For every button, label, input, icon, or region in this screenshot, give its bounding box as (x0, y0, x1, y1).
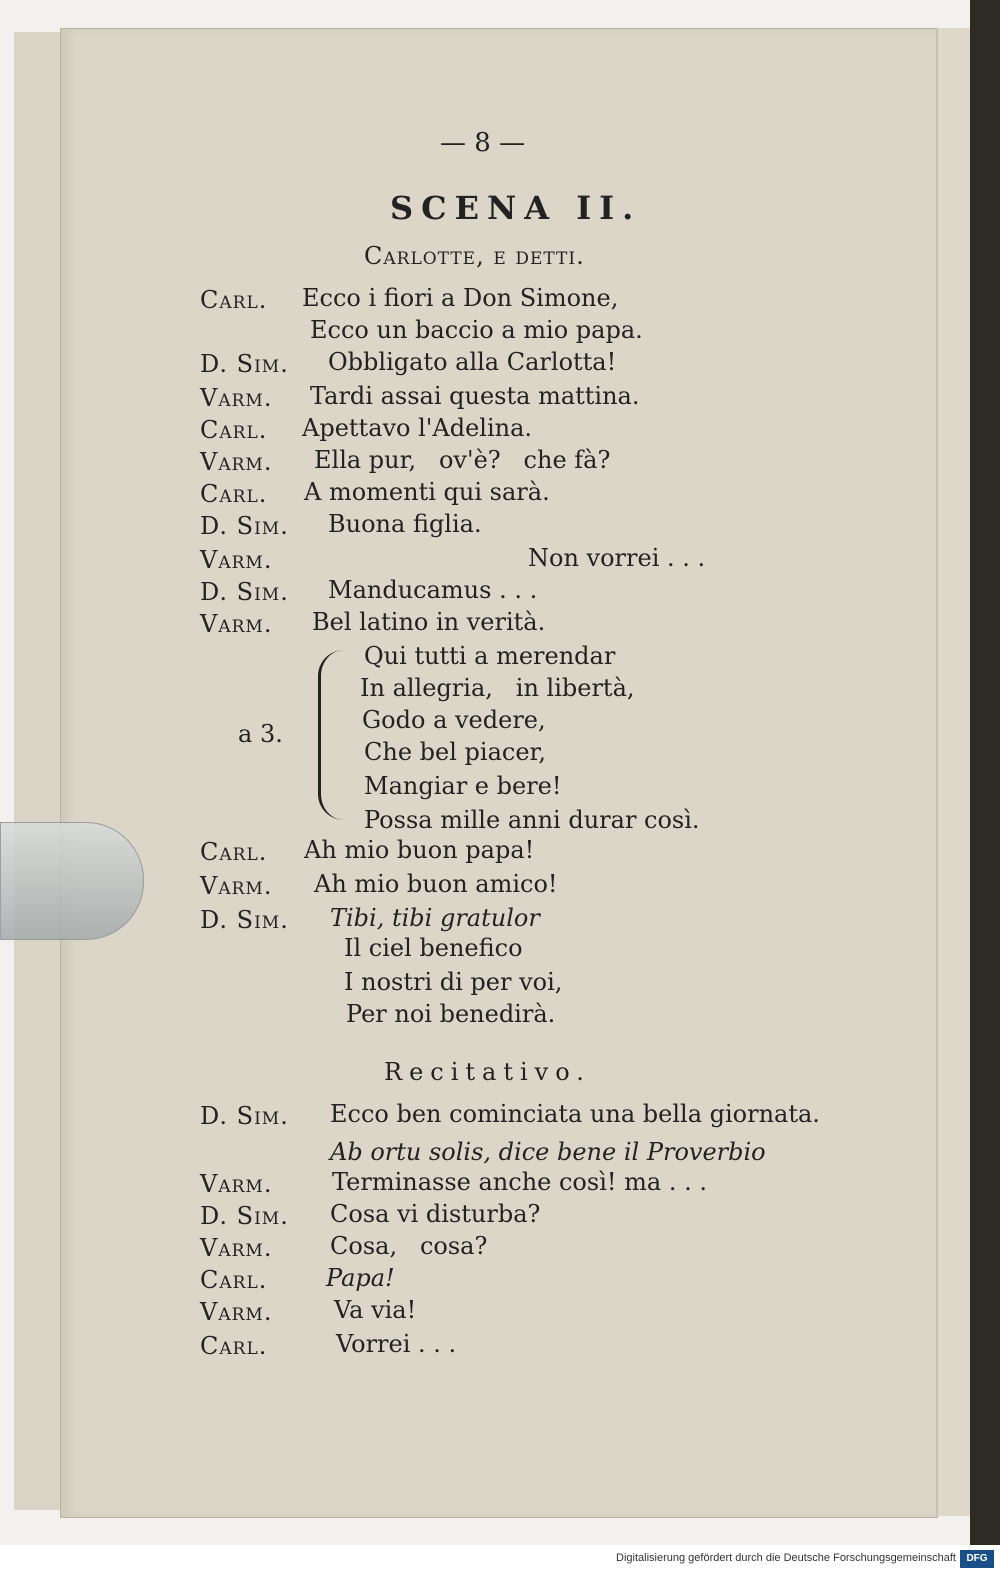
speaker-label: Carl. (200, 416, 268, 444)
page-number: — 8 — (440, 128, 526, 158)
dfg-logo: DFG (960, 1550, 994, 1568)
footer-credit: Digitalisierung gefördert durch die Deutsche Forschungsgemeinschaft (616, 1552, 956, 1564)
dark-background-edge (970, 0, 1000, 1545)
speaker-label: Varm. (200, 610, 273, 638)
scene-title: SCENA II. (390, 189, 642, 227)
dialogue-line: Cosa vi disturba? (330, 1200, 541, 1228)
page-clip (0, 822, 144, 940)
dialogue-line: Vorrei . . . (336, 1330, 457, 1358)
dialogue-line: Apettavo l'Adelina. (302, 414, 533, 442)
recitativo-title: Recitativo. (384, 1058, 591, 1086)
speaker-label: D. Sim. (200, 1102, 289, 1130)
dialogue-line: Ella pur, ov'è? che fà? (314, 446, 611, 474)
speaker-label: Varm. (200, 448, 273, 476)
dialogue-line: Buona figlia. (328, 510, 482, 538)
ensemble-line: Godo a vedere, (362, 706, 546, 734)
dialogue-line-italic: Tibi, tibi gratulor (330, 904, 540, 932)
speaker-label: D. Sim. (200, 1202, 289, 1230)
dialogue-line: Terminasse anche così! ma . . . (332, 1168, 707, 1196)
dialogue-line: Bel latino in verità. (312, 608, 546, 636)
continuation-line: Per noi benedirà. (346, 1000, 556, 1028)
dialogue-line: Va via! (334, 1296, 417, 1324)
dialogue-line: Non vorrei . . . (528, 544, 706, 572)
speaker-label: Carl. (200, 286, 268, 314)
dialogue-line: Obbligato alla Carlotta! (328, 348, 617, 376)
speaker-label: D. Sim. (200, 512, 289, 540)
speaker-label: Varm. (200, 546, 273, 574)
dialogue-line: Ah mio buon amico! (314, 870, 558, 898)
ensemble-line: Mangiar e bere! (364, 772, 562, 800)
dialogue-line: Ecco un baccio a mio papa. (310, 316, 643, 344)
ensemble-label: a 3. (238, 720, 283, 748)
dialogue-line: Papa! (326, 1264, 395, 1292)
speaker-label: D. Sim. (200, 350, 289, 378)
dialogue-line-italic: Ab ortu solis, dice bene il Proverbio (330, 1138, 766, 1166)
speaker-label: Carl. (200, 480, 268, 508)
dialogue-line: A momenti qui sarà. (304, 478, 550, 506)
speaker-label: Carl. (200, 838, 268, 866)
speaker-label: D. Sim. (200, 906, 289, 934)
speaker-label: Varm. (200, 384, 273, 412)
speaker-label: Carl. (200, 1332, 268, 1360)
dialogue-line: Ah mio buon papa! (304, 836, 535, 864)
speaker-label: Varm. (200, 1234, 273, 1262)
speaker-label: Varm. (200, 872, 273, 900)
right-page-strip (936, 28, 972, 1516)
speaker-label: Varm. (200, 1170, 273, 1198)
dialogue-line: Ecco ben cominciata una bella giornata. (330, 1100, 820, 1128)
ensemble-line: Possa mille anni durar così. (364, 806, 700, 834)
dialogue-line: Ecco i fiori a Don Simone, (302, 284, 619, 312)
ensemble-brace (318, 650, 347, 820)
ensemble-line: Qui tutti a merendar (364, 642, 616, 670)
speaker-label: D. Sim. (200, 578, 289, 606)
ensemble-line: Che bel piacer, (364, 738, 546, 766)
continuation-line: Il ciel benefico (344, 934, 523, 962)
dialogue-line: Tardi assai questa mattina. (310, 382, 640, 410)
scene-cast: Carlotte, e detti. (364, 242, 585, 270)
dialogue-line: Manducamus . . . (328, 576, 538, 604)
ensemble-line: In allegria, in libertà, (360, 674, 635, 702)
dialogue-line: Cosa, cosa? (330, 1232, 488, 1260)
speaker-label: Carl. (200, 1266, 268, 1294)
continuation-line: I nostri di per voi, (344, 968, 563, 996)
speaker-label: Varm. (200, 1298, 273, 1326)
